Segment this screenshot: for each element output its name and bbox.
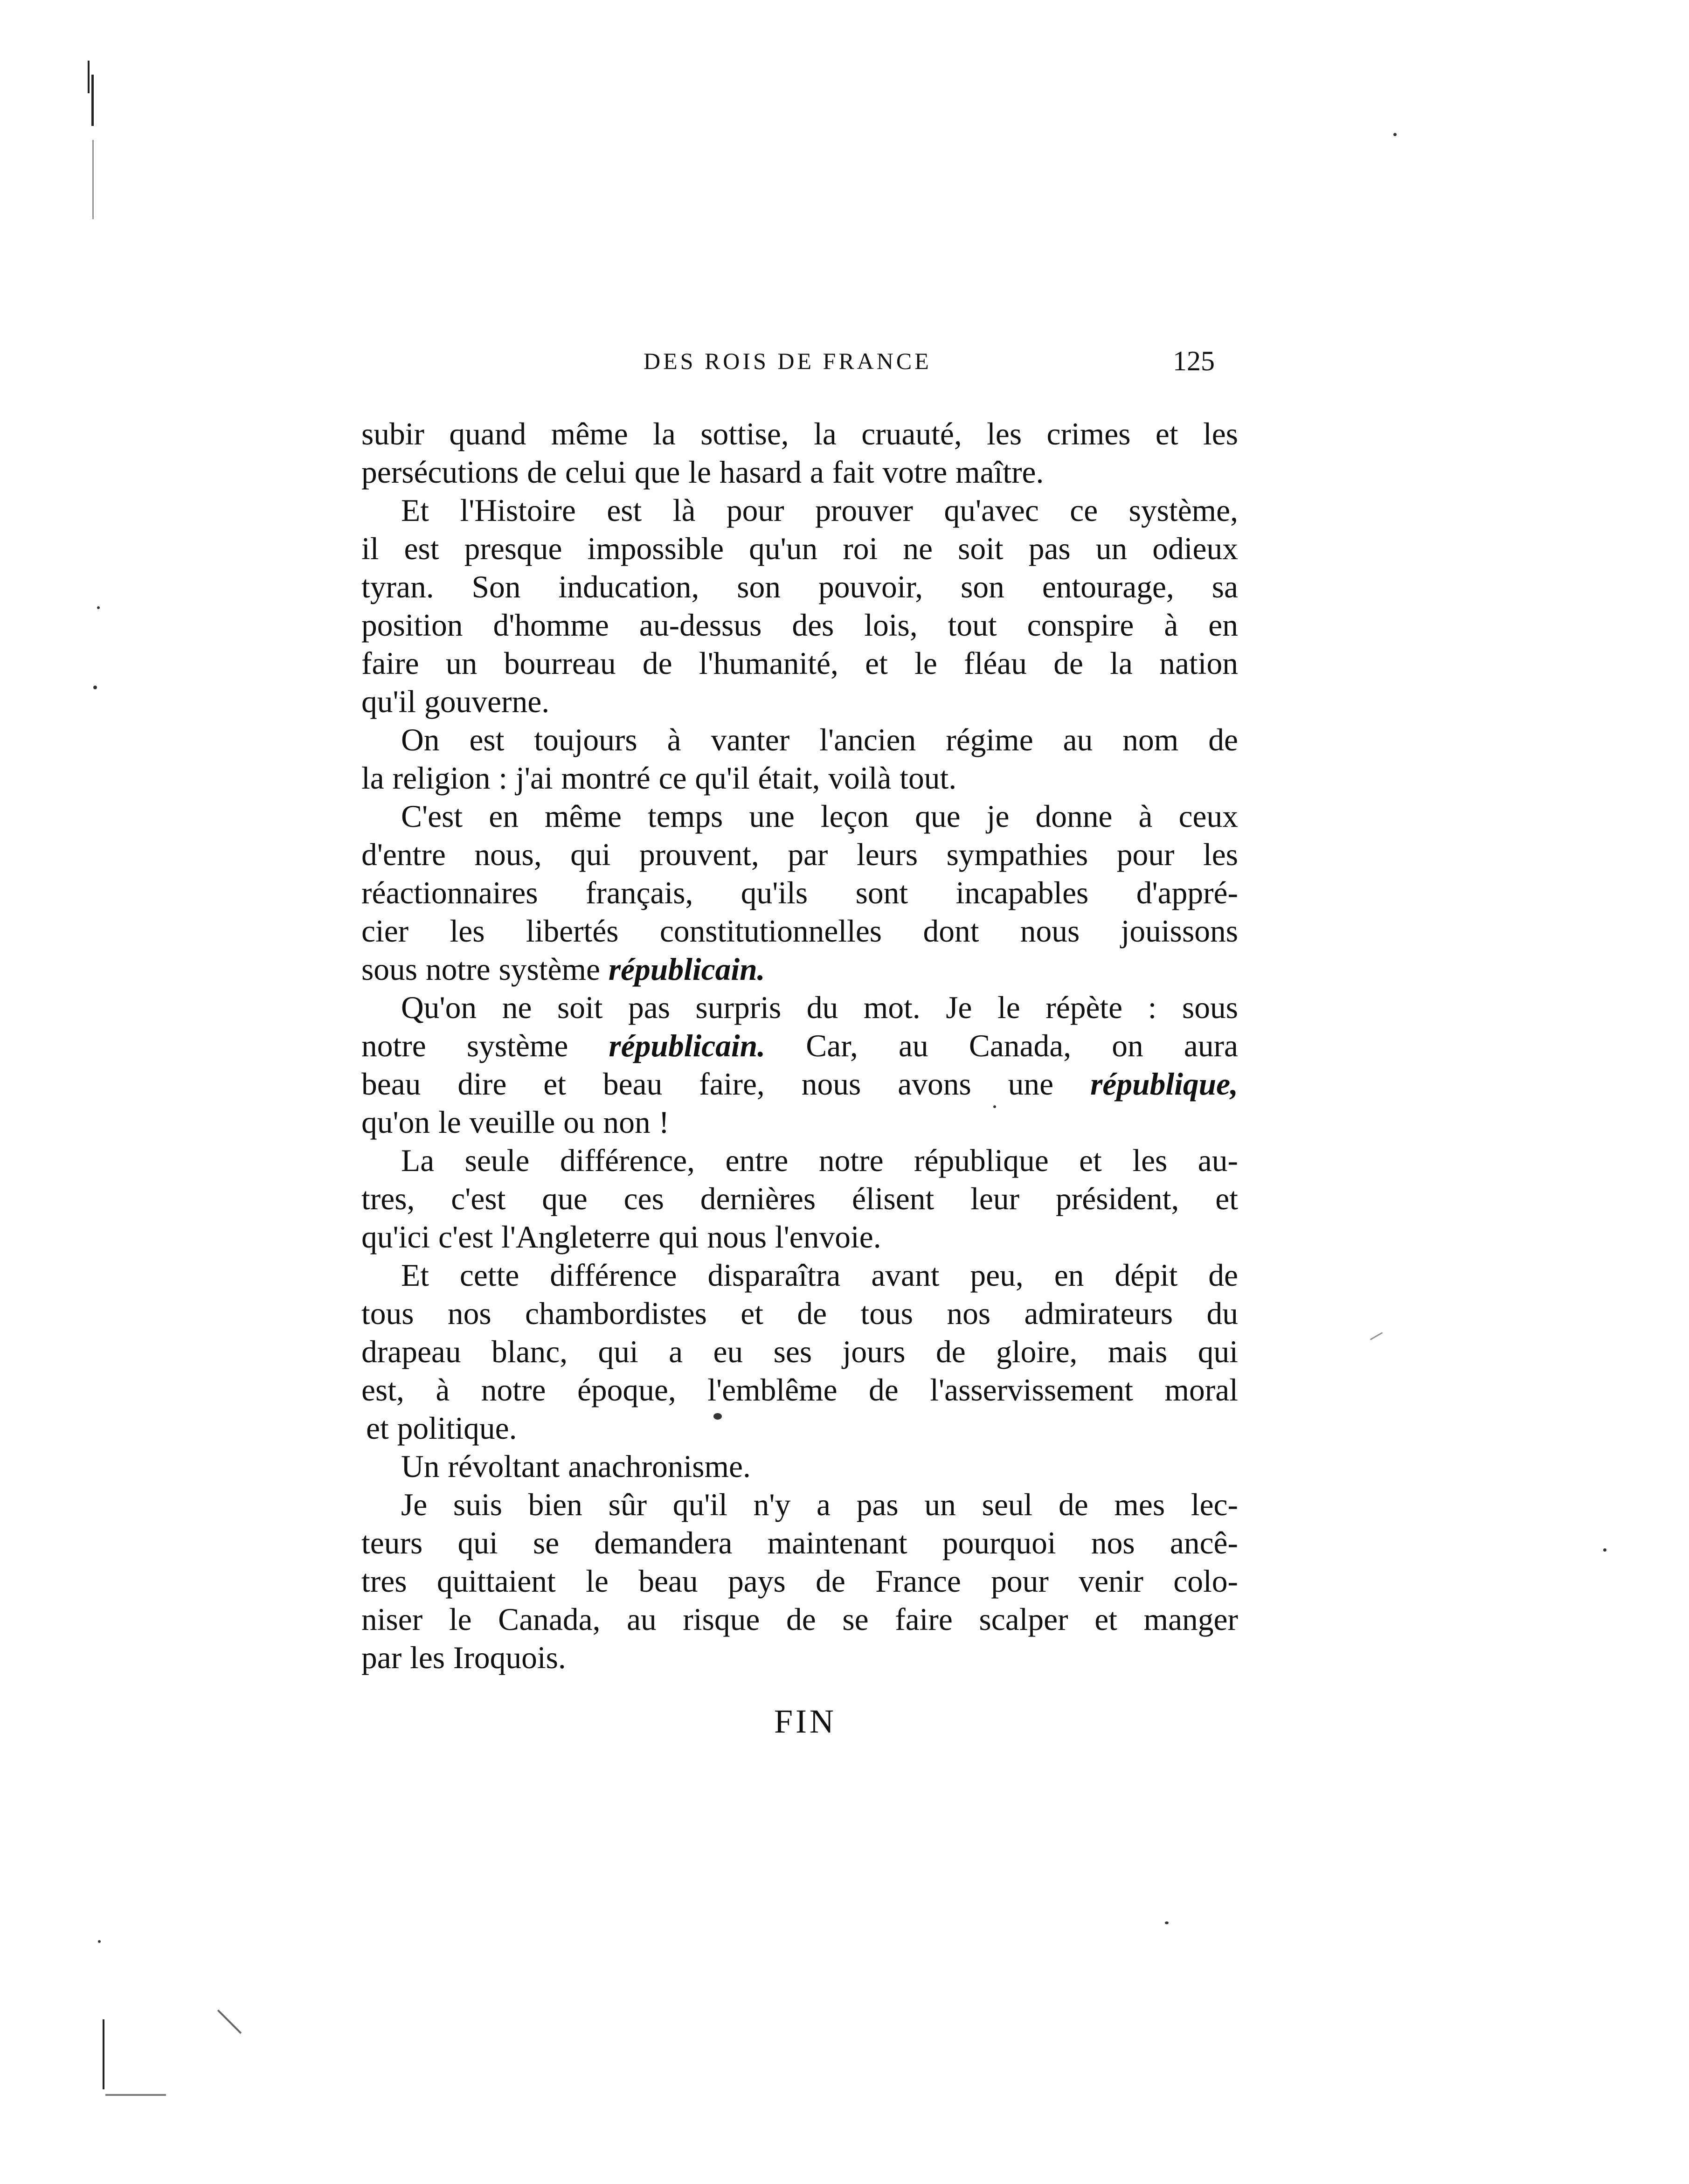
text-line: est, à notre époque, l'emblême de l'asservissement moral	[361, 1373, 1238, 1407]
paragraph-2	[361, 492, 1238, 721]
paragraph-8	[361, 1448, 1238, 1486]
text-line: faire un bourreau de l'humanité, et le fléau de la nation	[361, 646, 1238, 681]
text-line: Et cette différence disparaîtra avant peu, en dépit de	[401, 1258, 1238, 1293]
scan-speck	[97, 606, 100, 609]
text-line: d'entre nous, qui prouvent, par leurs sympathies pour les	[361, 837, 1238, 872]
paragraph-1	[361, 415, 1238, 492]
text-line: tres, c'est que ces dernières élisent leur président, et	[361, 1181, 1238, 1216]
text-line: tyran. Son inducation, son pouvoir, son entourage, sa	[361, 569, 1238, 604]
text-line: tres quittaient le beau pays de France pour venir colo-	[361, 1564, 1238, 1599]
binding-edge-mark	[88, 61, 90, 93]
text-run: beau dire et beau faire, nous avons une	[361, 1067, 1091, 1102]
scan-stroke	[217, 2010, 242, 2034]
text-line: et politique.	[366, 1411, 517, 1446]
italic-word: république,	[1090, 1067, 1238, 1102]
text-line: C'est en même temps une leçon que je donne à ceux	[401, 799, 1238, 834]
text-line: réactionnaires français, qu'ils sont incapables d'appré-	[361, 875, 1238, 910]
scan-speck	[98, 1940, 101, 1943]
text-line: par les Iroquois.	[361, 1640, 566, 1675]
italic-word: républicain.	[609, 1028, 766, 1063]
paragraph-4	[361, 797, 1238, 989]
scan-speck	[1603, 1548, 1606, 1552]
paragraph-6	[361, 1142, 1238, 1256]
page-number: 125	[1173, 346, 1215, 376]
text-run: Car, au Canada, on aura	[765, 1028, 1239, 1063]
text-line: tous nos chambordistes et de tous nos admirateurs du	[361, 1296, 1238, 1331]
text-line: Un révoltant anachronisme.	[401, 1449, 751, 1484]
body-text	[361, 415, 1238, 1677]
scan-speck	[93, 686, 97, 689]
italic-word: républicain.	[608, 952, 765, 987]
text-line: Et l'Histoire est là pour prouver qu'avec ce système,	[401, 493, 1238, 528]
paragraph-7	[361, 1256, 1238, 1448]
text-line: La seule différence, entre notre république et les au-	[401, 1143, 1238, 1178]
running-head: DES ROIS DE FRANCE	[644, 348, 932, 374]
scan-speck	[1393, 133, 1397, 136]
text-line: niser le Canada, au risque de se faire scalper et manger	[361, 1602, 1238, 1637]
text-line: subir quand même la sottise, la cruauté, les crimes et les	[361, 416, 1238, 451]
text-line: qu'il gouverne.	[361, 684, 550, 719]
binding-edge-mark	[92, 140, 94, 219]
scan-speck	[1165, 1921, 1169, 1924]
scan-stroke	[1370, 1332, 1383, 1340]
binding-edge-mark	[103, 2019, 104, 2089]
text-line: persécutions de celui que le hasard a fait votre maître.	[361, 455, 1044, 490]
text-line	[361, 1027, 1238, 1065]
text-run: sous notre système	[361, 952, 609, 987]
text-line: position d'homme au-dessus des lois, tout conspire à en	[361, 608, 1238, 643]
scan-speck	[993, 1105, 996, 1108]
text-line: qu'ici c'est l'Angleterre qui nous l'envoie.	[361, 1220, 881, 1255]
text-line	[361, 1065, 1238, 1103]
text-line: qu'on le veuille ou non !	[361, 1105, 670, 1140]
end-mark: FIN	[774, 1703, 837, 1740]
scan-speck	[713, 1413, 722, 1420]
text-line: Je suis bien sûr qu'il n'y a pas un seul de mes lec-	[401, 1487, 1238, 1522]
text-line: teurs qui se demandera maintenant pourquoi nos ancê-	[361, 1525, 1238, 1560]
binding-edge-mark	[105, 2094, 166, 2096]
paragraph-9	[361, 1486, 1238, 1677]
text-line: il est presque impossible qu'un roi ne soit pas un odieux	[361, 531, 1238, 566]
binding-edge-mark	[91, 75, 94, 126]
paragraph-3	[361, 721, 1238, 797]
text-line	[361, 950, 1238, 989]
paragraph-5	[361, 989, 1238, 1142]
text-line: drapeau blanc, qui a eu ses jours de gloire, mais qui	[361, 1334, 1238, 1369]
text-line: la religion : j'ai montré ce qu'il était, voilà tout.	[361, 761, 957, 796]
text-line: cier les libertés constitutionnelles dont nous jouissons	[361, 914, 1238, 949]
text-line: Qu'on ne soit pas surpris du mot. Je le répète : sous	[401, 990, 1238, 1025]
text-line: On est toujours à vanter l'ancien régime au nom de	[401, 722, 1238, 757]
text-run: notre système	[361, 1028, 609, 1063]
